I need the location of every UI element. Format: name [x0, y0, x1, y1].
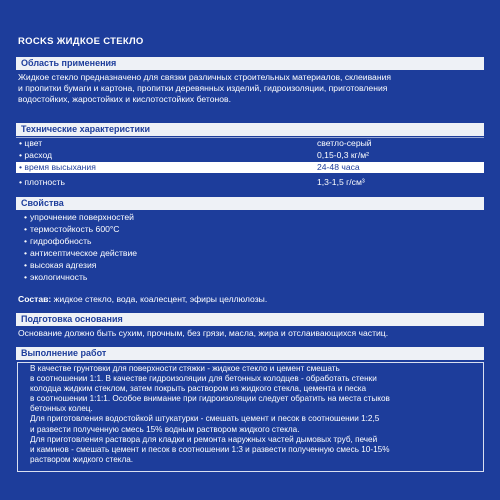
application-line: и пропитки бумаги и картона, пропитки деревянных изделий, гидроизоляции, приготовления [18, 83, 388, 94]
work-line: раствором жидкого стекла. [30, 454, 134, 464]
work-line: Для приготовления раствора для кладки и ремонта наружных частей дымовых труб, печей [30, 434, 378, 444]
composition-text: жидкое стекло, вода, коалесцент, эфиры целлюлозы. [51, 294, 268, 304]
spec-value: 1,3-1,5 г/см³ [317, 177, 365, 187]
work-line: и каминов - смешать цемент и песок в соотношении 1:3 и развести полученную смесь 10-15% [30, 444, 390, 454]
section-heading-properties: Свойства [16, 197, 484, 210]
section-heading-work: Выполнение работ [16, 347, 484, 360]
property-item: • высокая адгезия [24, 260, 97, 270]
spec-key: • цвет [19, 138, 43, 148]
work-line: и развести полученную смесь 15% водным раствором жидкого стекла. [30, 424, 300, 434]
section-heading-application: Область применения [16, 57, 484, 70]
property-item: • термостойкость 600°С [24, 224, 120, 234]
spec-row-color [16, 138, 484, 149]
property-item: • экологичность [24, 272, 88, 282]
property-item: • упрочнение поверхностей [24, 212, 134, 222]
composition-line [18, 294, 488, 305]
property-item: • гидрофобность [24, 236, 92, 246]
work-line: в соотношении 1:1:1. Особое внимание при гидроизоляции следует обратить на места стыков [30, 394, 390, 404]
spec-row-consumption [16, 150, 484, 161]
spec-row-drying-time [16, 162, 484, 173]
section-heading-preparation: Подготовка основания [16, 313, 484, 326]
work-line: в соотношении 1:1. В качестве гидроизоляции для бетонных колодцев - обработать стенки [30, 374, 377, 384]
spec-value: 0,15-0,3 кг/м² [317, 150, 369, 160]
property-item: • антисептическое действие [24, 248, 138, 258]
work-line: В качестве грунтовки для поверхности стяжки - жидкое стекло и цемент смешать [30, 364, 340, 373]
section-heading-specs: Технические характеристики [16, 123, 484, 136]
application-line: Жидкое стекло предназначено для связки различных строительных материалов, склеивания [18, 72, 392, 82]
spec-key: • расход [19, 150, 53, 160]
work-text [30, 364, 482, 465]
document-title: ROCKS ЖИДКОЕ СТЕКЛО [18, 36, 144, 47]
spec-key: • время высыхания [19, 162, 96, 172]
preparation-text: Основание должно быть сухим, прочным, без грязи, масла, жира и отслаивающихся частиц. [18, 328, 389, 338]
spec-value: светло-серый [317, 138, 372, 148]
work-line: колодца жидким стеклом, затем покрыть раствором из жидкого стекла, цемента и песка [30, 384, 367, 394]
spec-key: • плотность [19, 177, 65, 187]
work-line: бетонных колец. [30, 404, 93, 414]
spec-value: 24-48 часа [317, 162, 360, 172]
application-text [18, 72, 488, 106]
spec-row-density [16, 177, 484, 188]
work-line: Для приготовления водостойкой штукатурки - смешать цемент и песок в соотношении 1:2,5 [30, 414, 380, 424]
composition-label: Состав: [18, 294, 52, 304]
application-line: водостойких, жаростойких и кислотостойких бетонов. [18, 94, 231, 105]
